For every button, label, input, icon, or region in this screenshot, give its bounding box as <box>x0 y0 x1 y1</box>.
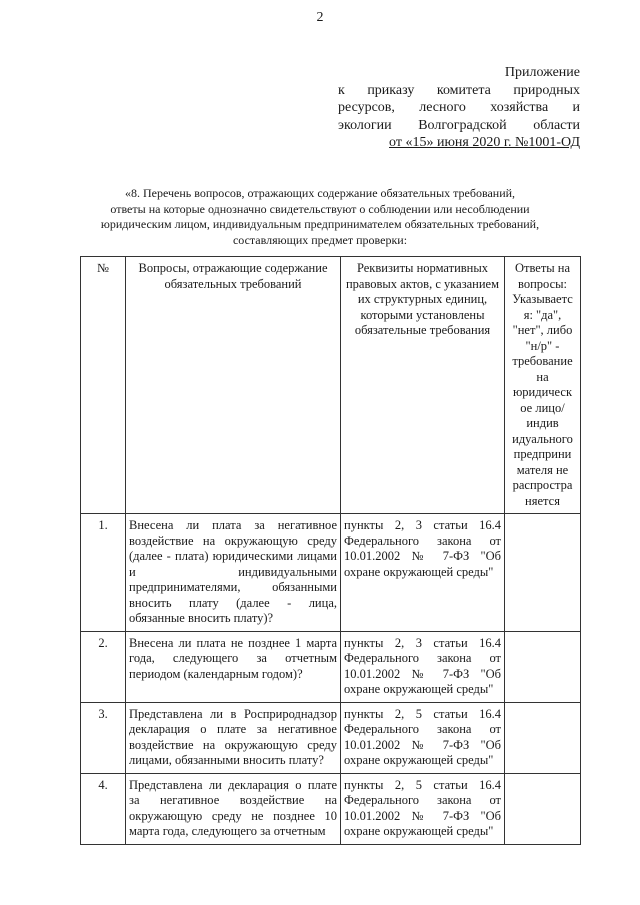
row-answer-cell[interactable] <box>505 773 581 844</box>
row-requisites: пункты 2, 5 статьи 16.4 Федерального закона от 10.01.2002 № 7-ФЗ "Об охране окружающей среды" <box>341 773 505 844</box>
table-row <box>81 631 581 702</box>
appendix-line: к приказу комитета природных <box>338 82 580 98</box>
header-requisites: Реквизиты нормативных правовых актов, с указанием их структурных единиц, которыми установлены обязательные требования <box>341 257 505 514</box>
table-header-row <box>81 257 581 514</box>
row-question: Представлена ли декларация о плате за негативное воздействие на окружающую среду не позднее 10 марта года, следующего за отчетным <box>126 773 341 844</box>
appendix-title: Приложение <box>504 65 580 80</box>
intro-line: ответы на которые однозначно свидетельствуют о соблюдении или несоблюдении <box>110 201 530 216</box>
appendix-line: ресурсов, лесного хозяйства и <box>338 100 580 115</box>
row-answer-cell[interactable] <box>505 514 581 632</box>
table-row <box>81 702 581 773</box>
row-requisites: пункты 2, 5 статьи 16.4 Федерального закона от 10.01.2002 № 7-ФЗ "Об охране окружающей среды" <box>341 702 505 773</box>
row-number: 1. <box>81 514 126 632</box>
header-question: Вопросы, отражающие содержание обязательных требований <box>126 257 341 514</box>
header-answers: Ответы на вопросы: Указываетс я: "да", "нет", либо "н/р" - требование на юридическ ое лицо/индив идуального предприни мателя не распростра няется <box>505 257 581 514</box>
row-question: Внесена ли плата не позднее 1 марта года, следующего за отчетным периодом (календарным годом)? <box>126 631 341 702</box>
row-answer-cell[interactable] <box>505 702 581 773</box>
row-requisites: пункты 2, 3 статьи 16.4 Федерального закона от 10.01.2002 № 7-ФЗ "Об охране окружающей среды" <box>341 631 505 702</box>
page-number: 2 <box>316 10 324 25</box>
row-requisites: пункты 2, 3 статьи 16.4 Федерального закона от 10.01.2002 № 7-ФЗ "Об охране окружающей среды" <box>341 514 505 632</box>
row-number: 4. <box>81 773 126 844</box>
requirements-table <box>80 256 581 845</box>
appendix-block <box>338 64 580 152</box>
row-question: Внесена ли плата за негативное воздействие на окружающую среду (далее - плата) юридическими лицами и индивидуальными предпринимателями, обязанными вносить плату (далее - лица, обязанные вносить плату)? <box>126 514 341 632</box>
appendix-line: экологии Волгоградской области <box>338 117 580 133</box>
header-number: № <box>81 257 126 514</box>
table-row <box>81 773 581 844</box>
row-answer-cell[interactable] <box>505 631 581 702</box>
table-row <box>81 514 581 632</box>
intro-line: «8. Перечень вопросов, отражающих содержание обязательных требований, <box>124 186 516 200</box>
row-question: Представлена ли в Росприроднадзор декларация о плате за негативное воздействие на окружающую среду лицами, обязанными вносить плату? <box>126 702 341 773</box>
row-number: 3. <box>81 702 126 773</box>
row-number: 2. <box>81 631 126 702</box>
intro-line: составляющих предмет проверки: <box>232 232 408 247</box>
intro-text <box>60 186 580 248</box>
intro-line: юридическим лицом, индивидуальным предпринимателем обязательных требований, <box>100 217 540 231</box>
order-reference: от «15» июня 2020 г. №1001-ОД <box>389 135 580 150</box>
